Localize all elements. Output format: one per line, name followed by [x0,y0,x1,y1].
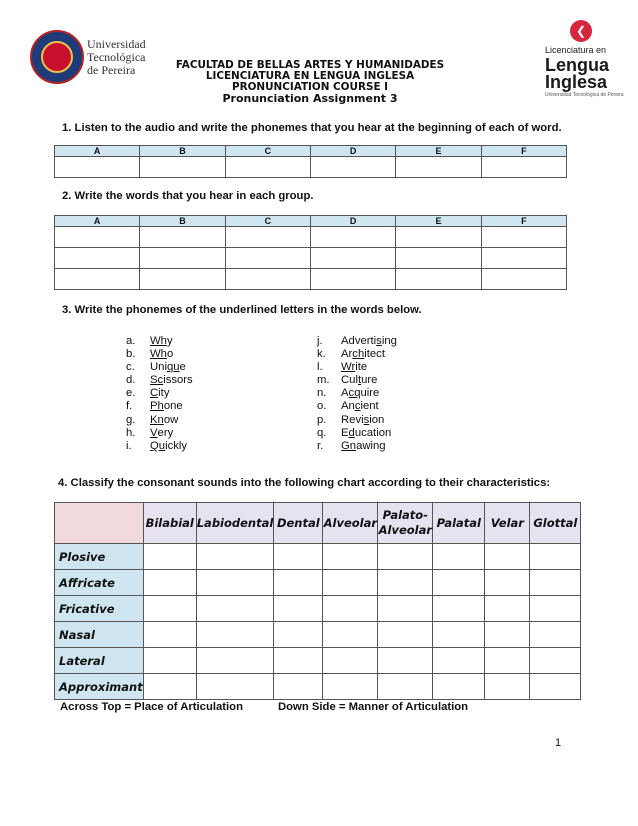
answer-cell[interactable] [378,648,433,674]
answer-cell[interactable] [485,648,530,674]
q2-col-c: C [225,216,310,227]
row-fricative: Fricative [55,596,144,622]
list-item: p. Revi s ion [317,413,385,426]
list-item: g. Kn ow [126,413,179,426]
answer-cell[interactable] [323,544,378,570]
answer-cell[interactable] [378,596,433,622]
table-row [55,269,567,290]
table-row [55,596,581,622]
table-row [55,157,567,178]
chart-corner [55,503,144,544]
answer-cell[interactable] [143,674,196,700]
answer-cell[interactable] [323,622,378,648]
university-logo [30,30,160,88]
q2-col-e: E [396,216,481,227]
list-item: n. A cq uire [317,387,380,400]
answer-cell[interactable] [530,622,581,648]
answer-cell[interactable] [140,227,225,248]
answer-cell[interactable] [225,157,310,178]
list-item: e. C ity [126,387,170,400]
answer-cell[interactable] [485,622,530,648]
answer-cell[interactable] [140,269,225,290]
answer-cell[interactable] [481,227,566,248]
footer-manner-note: Down Side = Manner of Articulation [278,701,469,713]
answer-cell[interactable] [530,570,581,596]
answer-cell[interactable] [433,674,485,700]
q1-col-e: E [396,146,481,157]
list-item: d. Sc issors [126,374,193,387]
list-item: q. E d ucation [317,426,392,439]
q1-answer-table [54,145,567,178]
footer-place-note: Across Top = Place of Articulation [60,701,243,713]
consonant-chart [54,502,581,700]
col-labiodental: Labiodental [196,503,274,544]
answer-cell[interactable] [274,674,323,700]
answer-cell[interactable] [530,596,581,622]
answer-cell[interactable] [143,622,196,648]
col-glottal: Glottal [530,503,581,544]
answer-cell[interactable] [196,596,274,622]
university-name: Universidad Tecnológica de Pereira [87,37,146,77]
answer-cell[interactable] [396,269,481,290]
course-title: PRONUNCIATION COURSE I [231,81,389,93]
list-item: o. An c ient [317,400,379,413]
word-list-left [126,335,193,453]
table-row [55,570,581,596]
answer-cell[interactable] [485,674,530,700]
row-nasal: Nasal [55,622,144,648]
answer-cell[interactable] [433,570,485,596]
list-item: l. Wr ite [317,361,368,374]
answer-cell[interactable] [485,596,530,622]
answer-cell[interactable] [196,648,274,674]
answer-cell[interactable] [530,544,581,570]
answer-cell[interactable] [378,622,433,648]
q2-col-a: A [55,216,140,227]
col-alveolar: Alveolar [323,503,378,544]
answer-cell[interactable] [196,570,274,596]
col-bilabial: Bilabial [143,503,196,544]
answer-cell[interactable] [225,227,310,248]
answer-cell[interactable] [310,227,395,248]
answer-cell[interactable] [55,248,140,269]
list-item: r. Gn awing [317,439,386,452]
page-number: 1 [555,737,562,749]
list-item: b. Wh o [126,348,174,361]
q1-col-c: C [225,146,310,157]
faculty-title: FACULTAD DE BELLAS ARTES Y HUMANIDADES [175,59,445,71]
table-row [55,648,581,674]
university-seal-icon [30,30,84,84]
answer-cell[interactable] [378,544,433,570]
row-plosive: Plosive [55,544,144,570]
answer-cell[interactable] [396,157,481,178]
word-list-right [317,335,397,453]
assignment-title: Pronunciation Assignment 3 [222,92,398,105]
q2-answer-table [54,215,567,290]
answer-cell[interactable] [143,570,196,596]
q1-col-a: A [55,146,140,157]
answer-cell[interactable] [310,248,395,269]
answer-cell[interactable] [433,622,485,648]
q1-col-d: D [310,146,395,157]
program-mark-icon: ❮ [570,20,592,42]
answer-cell[interactable] [485,570,530,596]
answer-cell[interactable] [433,544,485,570]
col-palatal: Palatal [433,503,485,544]
answer-cell[interactable] [274,648,323,674]
answer-cell[interactable] [323,596,378,622]
answer-cell[interactable] [274,622,323,648]
answer-cell[interactable] [378,570,433,596]
answer-cell[interactable] [485,544,530,570]
answer-cell[interactable] [274,596,323,622]
answer-cell[interactable] [225,248,310,269]
table-row [55,674,581,700]
list-item: m. Cul t ure [317,374,378,387]
answer-cell[interactable] [323,674,378,700]
list-item: i. Qu ickly [126,439,188,452]
question-4: 4. Classify the consonant sounds into the following chart according to their characteristics: [58,477,551,489]
list-item: j. Adverti s ing [317,335,397,347]
answer-cell[interactable] [55,157,140,178]
question-1: 1. Listen to the audio and write the phonemes that you hear at the beginning of each of word. [62,122,562,134]
answer-cell[interactable] [196,674,274,700]
table-row [55,248,567,269]
answer-cell[interactable] [310,269,395,290]
answer-cell[interactable] [481,269,566,290]
answer-cell[interactable] [378,674,433,700]
answer-cell[interactable] [530,648,581,674]
question-2: 2. Write the words that you hear in each group. [62,190,314,202]
answer-cell[interactable] [433,648,485,674]
table-row [55,227,567,248]
list-item: f. Ph one [126,400,183,413]
answer-cell[interactable] [196,622,274,648]
answer-cell[interactable] [196,544,274,570]
row-lateral: Lateral [55,648,144,674]
row-affricate: Affricate [55,570,144,596]
list-item: h. V ery [126,426,174,439]
answer-cell[interactable] [396,248,481,269]
answer-cell[interactable] [143,648,196,674]
q2-col-f: F [481,216,566,227]
q2-col-b: B [140,216,225,227]
list-item: a. Wh y [126,335,173,347]
answer-cell[interactable] [55,269,140,290]
answer-cell[interactable] [140,248,225,269]
row-approximant: Approximant [55,674,144,700]
col-palato-alveolar: Palato- Alveolar [378,503,433,544]
answer-cell[interactable] [140,157,225,178]
col-dental: Dental [274,503,323,544]
col-velar: Velar [485,503,530,544]
answer-cell[interactable] [143,596,196,622]
answer-cell[interactable] [481,248,566,269]
answer-cell[interactable] [481,157,566,178]
program-logo: ❮ Licenciatura en Lengua Inglesa Universidad Tecnológica de Pereira [545,20,615,95]
answer-cell[interactable] [323,570,378,596]
answer-cell[interactable] [433,596,485,622]
answer-cell[interactable] [310,157,395,178]
list-item: c. Uni qu e [126,361,186,374]
answer-cell[interactable] [530,674,581,700]
answer-cell[interactable] [225,269,310,290]
table-row [55,544,581,570]
document-heading [150,60,470,104]
answer-cell[interactable] [274,544,323,570]
answer-cell[interactable] [274,570,323,596]
program-title: LICENCIATURA EN LENGUA INGLESA [205,70,415,82]
answer-cell[interactable] [55,227,140,248]
question-3: 3. Write the phonemes of the underlined letters in the words below. [62,304,422,316]
q1-col-b: B [140,146,225,157]
table-row [55,622,581,648]
q1-col-f: F [481,146,566,157]
answer-cell[interactable] [143,544,196,570]
answer-cell[interactable] [323,648,378,674]
answer-cell[interactable] [396,227,481,248]
list-item: k. Ar ch itect [317,348,385,361]
q2-col-d: D [310,216,395,227]
